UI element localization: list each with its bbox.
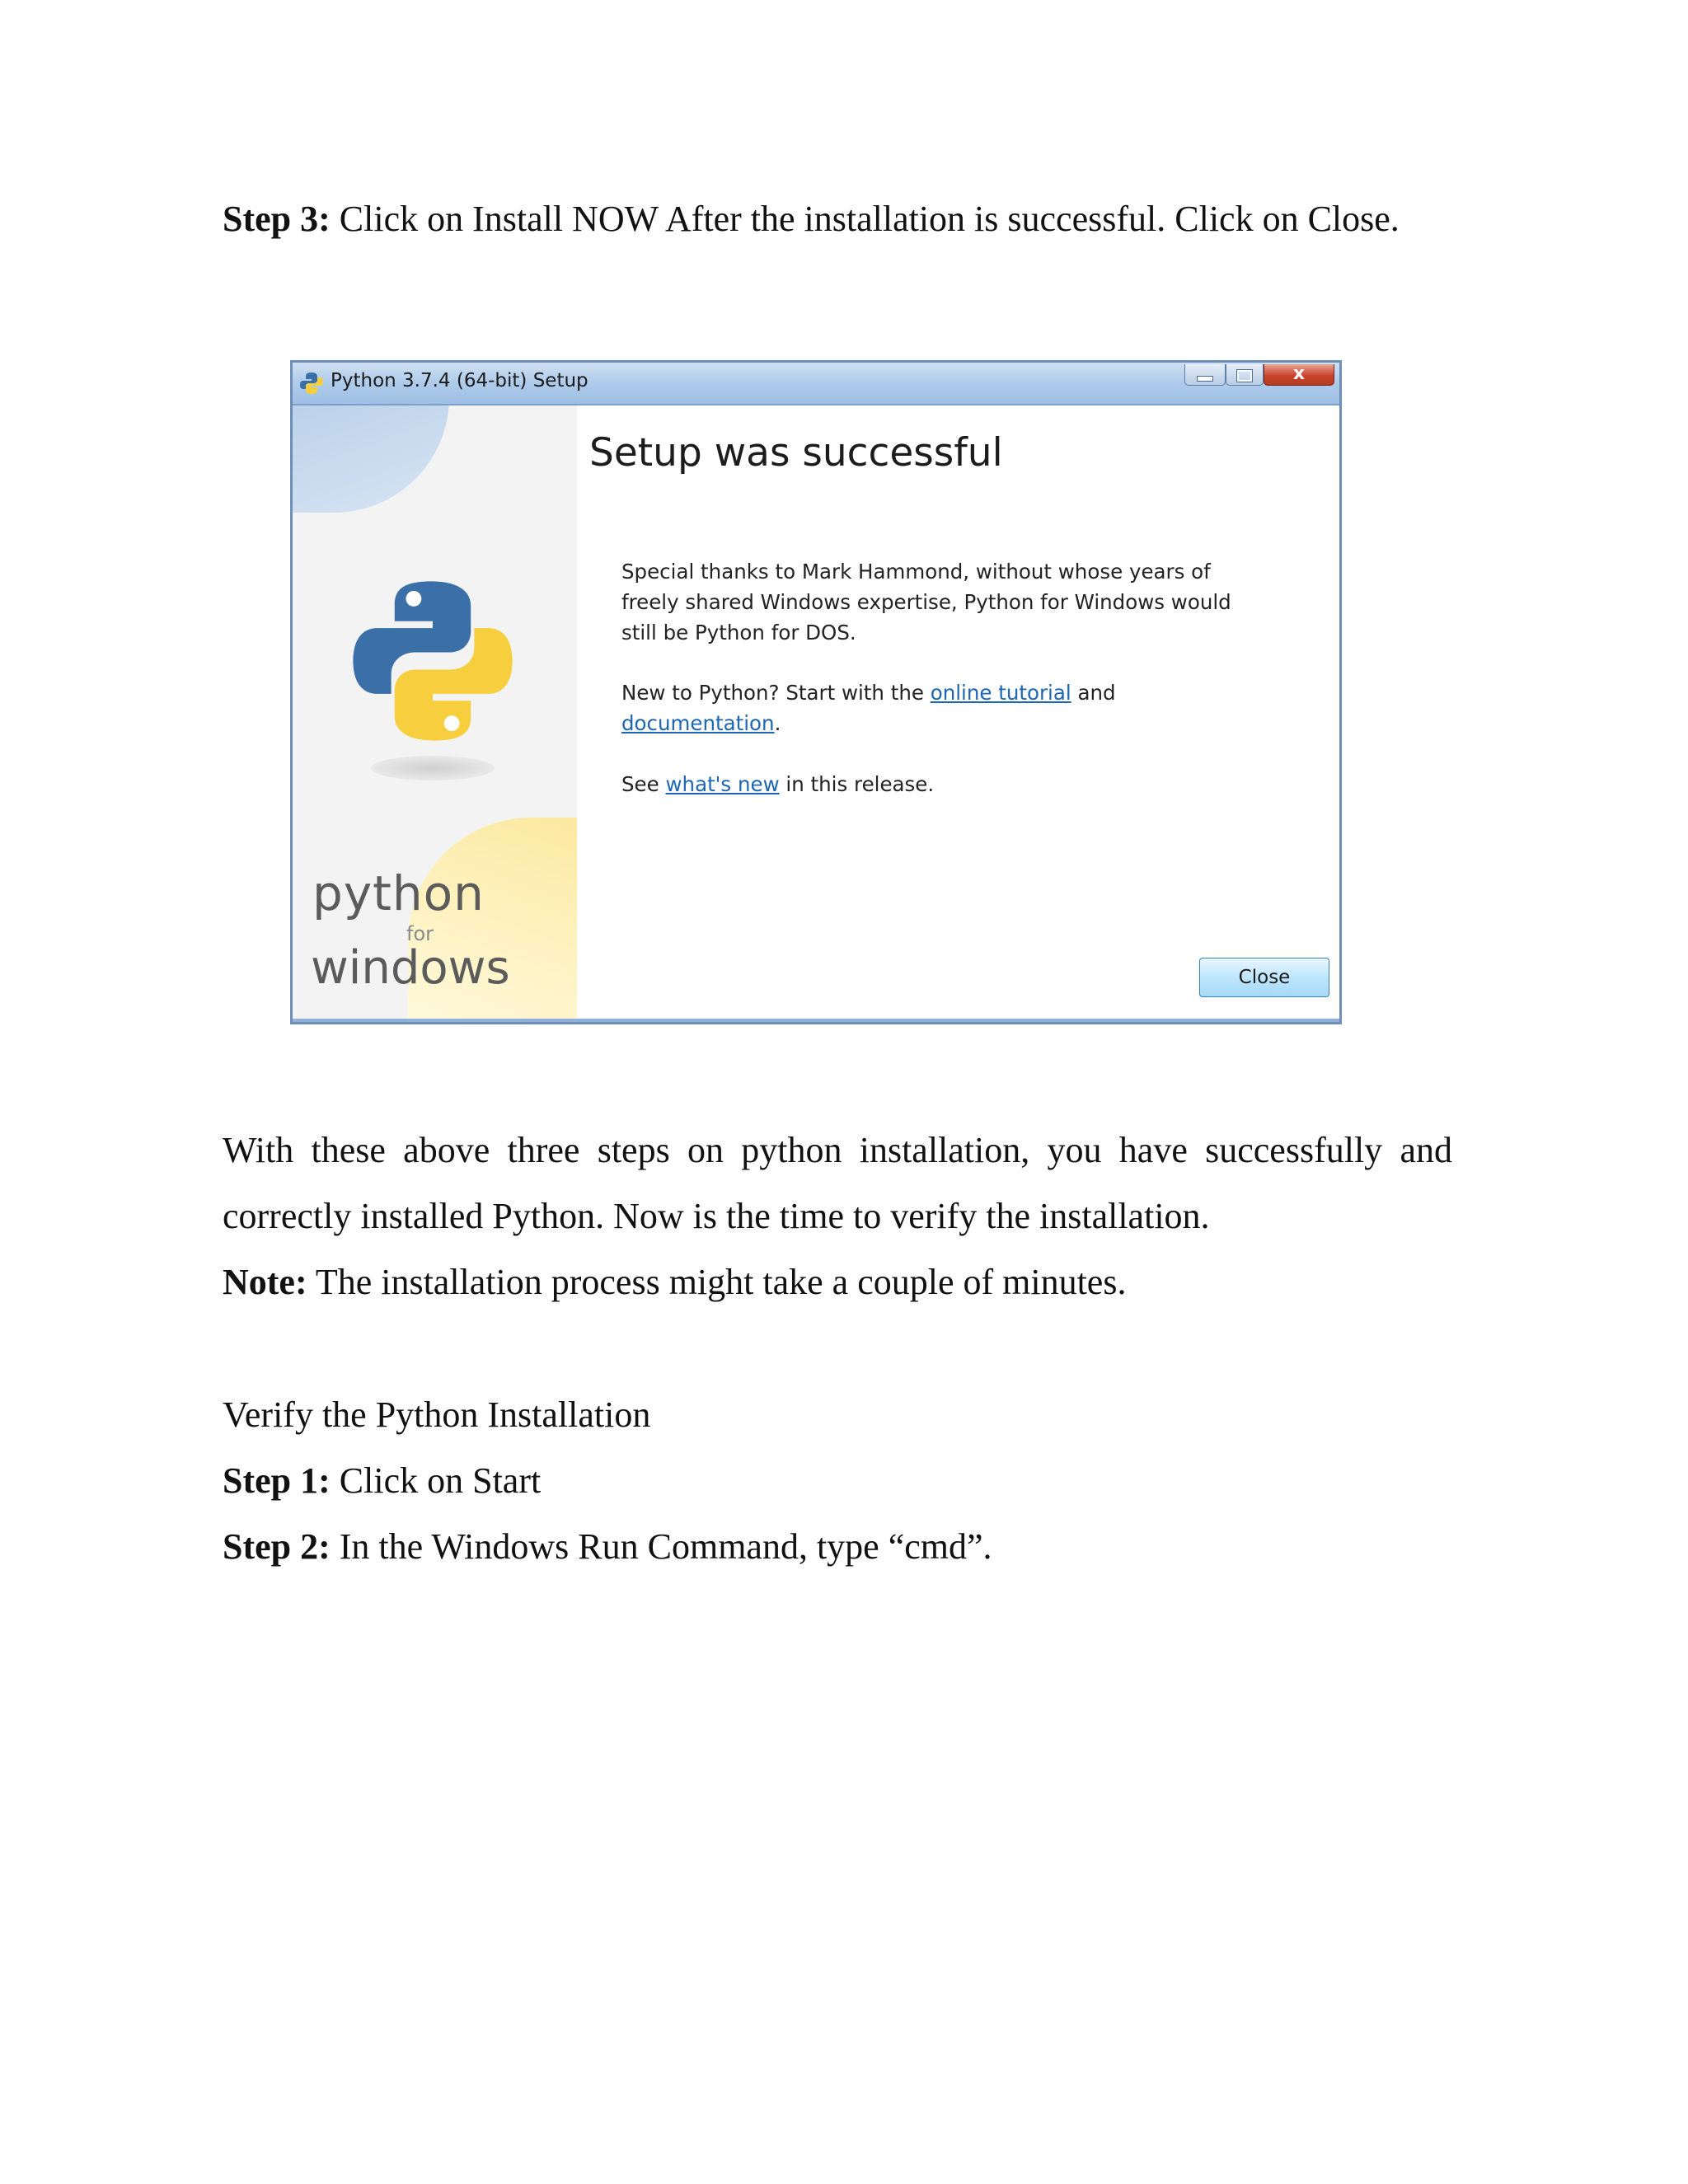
see-prefix: See	[621, 772, 666, 796]
minimize-button[interactable]	[1184, 364, 1226, 386]
window-titlebar	[293, 363, 1339, 405]
minimize-icon	[1197, 376, 1213, 382]
new-and: and	[1071, 681, 1116, 705]
brand-for-text: for	[406, 922, 434, 945]
note-label: Note:	[223, 1262, 307, 1302]
maximize-icon	[1237, 370, 1252, 382]
new-period: .	[774, 711, 781, 735]
installer-side-banner	[293, 405, 577, 1024]
python-logo-icon	[346, 574, 519, 748]
close-icon: x	[1292, 363, 1306, 384]
new-prefix: New to Python? Start with the	[621, 681, 931, 705]
thanks-line-1: Special thanks to Mark Hammond, without whose years of	[621, 560, 1211, 583]
step3-paragraph	[223, 186, 1400, 252]
verify-heading: Verify the Python Installation	[223, 1394, 651, 1435]
thanks-line-2: freely shared Windows expertise, Python for Windows would	[621, 590, 1231, 614]
python-app-icon	[299, 371, 324, 396]
close-button[interactable]: Close	[1199, 958, 1329, 997]
step2-paragraph	[223, 1514, 992, 1580]
new-to-python-text	[621, 677, 1116, 738]
see-suffix: in this release.	[779, 772, 935, 796]
step3-label: Step 3:	[223, 199, 331, 239]
note-text: The installation process might take a couple of minutes.	[307, 1262, 1127, 1302]
python-setup-window-screenshot	[290, 360, 1342, 1024]
window-title: Python 3.7.4 (64-bit) Setup	[331, 370, 588, 391]
brand-python-text: python	[312, 865, 485, 921]
summary-paragraph: With these above three steps on python installation, you have successfully and correctly installed Python. Now is the time to verify the installation.	[223, 1130, 1452, 1236]
window-close-button[interactable]	[1264, 364, 1334, 386]
thanks-text	[621, 556, 1231, 648]
step2-text: In the Windows Run Command, type “cmd”.	[330, 1526, 992, 1567]
documentation-link[interactable]: documentation	[621, 711, 775, 735]
window-bottom-edge	[293, 1019, 1339, 1022]
step1-text: Click on Start	[330, 1460, 542, 1501]
thanks-line-3: still be Python for DOS.	[621, 621, 856, 644]
setup-heading: Setup was successful	[589, 430, 1003, 476]
brand-windows-text: windows	[311, 941, 510, 995]
step1-label: Step 1:	[223, 1460, 331, 1501]
whats-new-text	[621, 769, 934, 799]
step2-label: Step 2:	[223, 1526, 331, 1567]
whats-new-link[interactable]: what's new	[665, 772, 780, 796]
step1-paragraph	[223, 1448, 541, 1514]
maximize-button[interactable]	[1226, 364, 1264, 386]
online-tutorial-link[interactable]: online tutorial	[930, 681, 1071, 705]
logo-shadow	[371, 756, 495, 780]
new-to-python-line-2	[621, 708, 1116, 738]
note-paragraph	[223, 1249, 1126, 1315]
banner-blue-shape	[293, 405, 449, 513]
new-to-python-line-1	[621, 677, 1116, 708]
installer-content	[577, 405, 1339, 1024]
step3-text: Click on Install NOW After the installation is successful. Click on Close.	[330, 199, 1400, 239]
